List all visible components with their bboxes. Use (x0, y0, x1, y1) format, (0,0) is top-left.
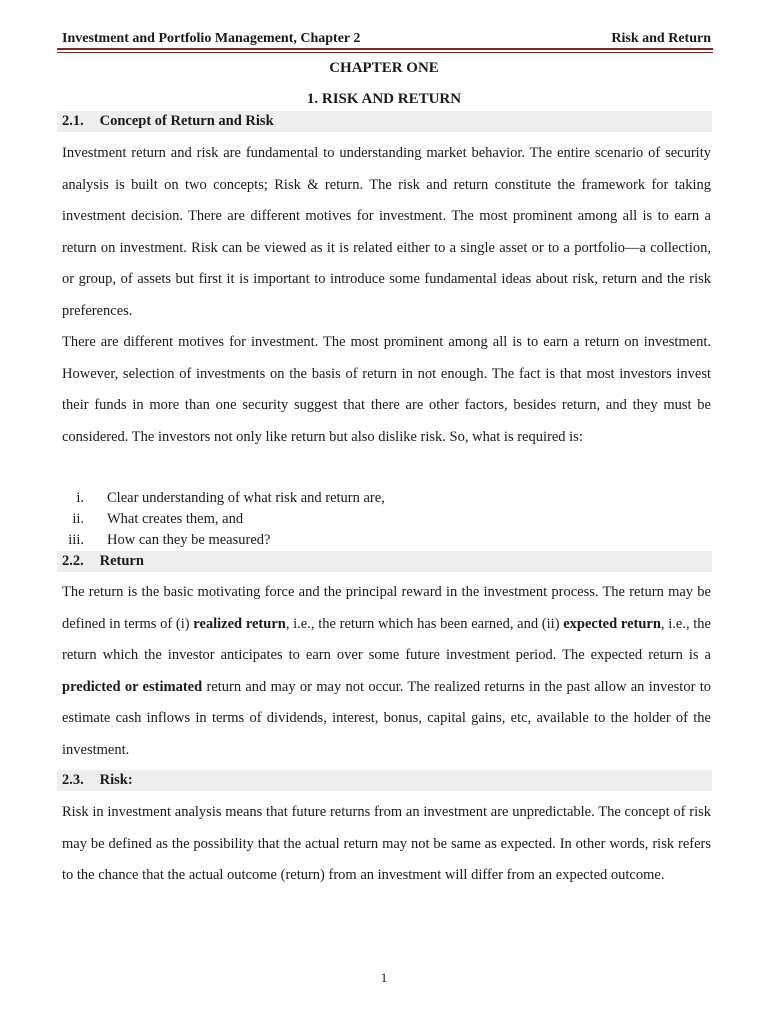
list-item-number: iii. (68, 532, 84, 548)
section-title: Concept of Return and Risk (99, 113, 274, 129)
section-heading-2-1 (57, 111, 712, 132)
list-item (62, 488, 711, 509)
list-item-text: Clear understanding of what risk and return are, (107, 490, 385, 506)
header-right-title: Risk and Return (611, 31, 711, 46)
header-left-title: Investment and Portfolio Management, Chapter 2 (62, 31, 361, 46)
list-item (62, 509, 711, 530)
chapter-subtitle: 1. RISK AND RETURN (306, 91, 462, 107)
section-title: Return (99, 553, 144, 569)
term-predicted-estimated: predicted or estimated (62, 678, 203, 695)
return-text-c: , i.e., the return which has been earned, and (ii) (285, 615, 564, 632)
section-number: 2.3. (62, 772, 84, 788)
paragraph-concept: Investment return and risk are fundamental to understanding market behavior. The entire scenario of security analysis is built on two concepts; Risk & return. The risk and return constitute the framework for taking investment decision. There are different motives for investment. The most prominent among all is to earn a return on investment. Risk can be viewed as it is related either to a single asset or to a portfolio—a collection, or group, of assets but first it is important to introduce some fundamental ideas about risk, return and the risk preferences. (62, 145, 711, 319)
return-text-a: The return is the basic motivating force and the principal reward in the investment process. The return may be defined in terms of (i) (62, 584, 711, 632)
section-number: 2.1. (62, 113, 84, 129)
section-title: Risk: (99, 772, 133, 788)
list-item (62, 530, 711, 551)
return-text-d: , i.e., the return which the investor anticipates to earn over some future investment period. The expected return is a (62, 615, 711, 663)
return-text-e: return and may or may not occur. The realized returns in the past allow an investor to estimate cash inflows in terms of dividends, interest, bonus, capital gains, etc, available to the holder of the investment. (62, 678, 711, 758)
section-heading-2-2 (57, 551, 712, 572)
paragraph-risk: Risk in investment analysis means that future returns from an investment are unpredictable. The concept of risk may be defined as the possibility that the actual return may not be same as expected. In other words, risk refers to the chance that the actual outcome (return) from an investment will differ from an expected outcome. (62, 804, 711, 883)
requirements-list (62, 488, 711, 551)
page-number: 1 (380, 970, 388, 985)
section-heading-2-3 (57, 770, 712, 791)
list-item-text: What creates them, and (107, 511, 244, 527)
header-rule-thick (57, 48, 713, 50)
list-item-number: ii. (72, 511, 84, 527)
list-item-text: How can they be measured? (107, 532, 271, 548)
list-item-number: i. (76, 490, 84, 506)
section-number: 2.2. (62, 553, 84, 569)
page-header (62, 29, 711, 49)
chapter-title: CHAPTER ONE (329, 60, 439, 76)
paragraph-motives: There are different motives for investment. The most prominent among all is to earn a return on investment. However, selection of investments on the basis of return in not enough. The fact is that most investors invest their funds in more than one security suggest that there are other factors, besides return, and they must be considered. The investors not only like return but also dislike risk. So, what is required is: (62, 334, 711, 445)
term-expected-return: expected return (563, 615, 661, 632)
header-rule-thin (57, 52, 713, 53)
term-realized-return: realized return (193, 615, 286, 632)
paragraph-return (62, 577, 711, 766)
